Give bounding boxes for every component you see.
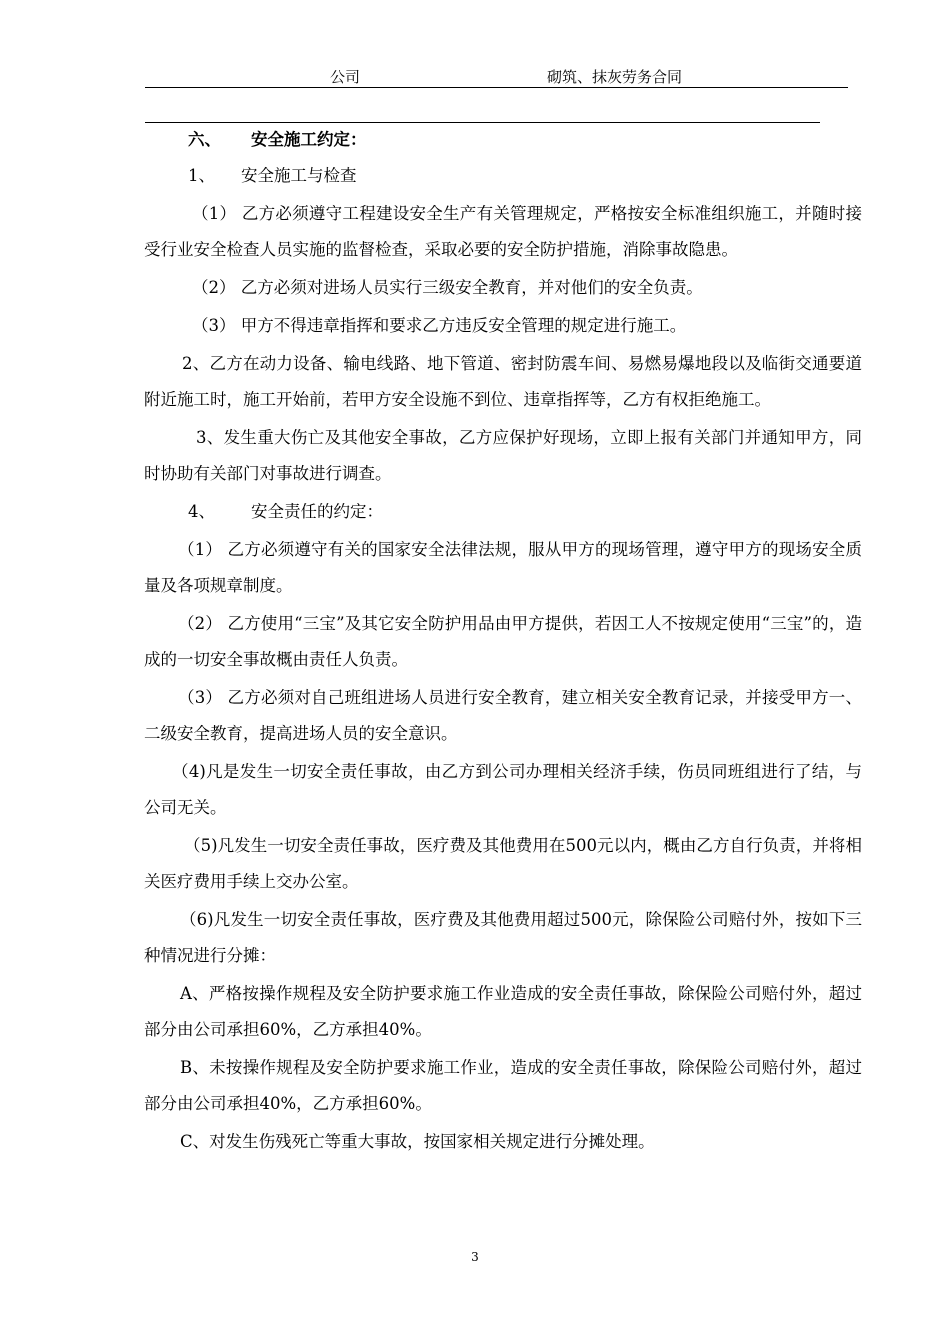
- section-number: 六、: [188, 130, 221, 149]
- subsection-number-1: 1、: [188, 166, 215, 185]
- clause-2: 2、乙方在动力设备、输电线路、地下管道、密封防震车间、易燃易爆地段以及临街交通要道附近施工时，施工开始前，若甲方安全设施不到位、违章指挥等，乙方有权拒绝施工。: [144, 354, 862, 409]
- section-heading: [144, 122, 862, 158]
- document-body: [144, 122, 862, 1160]
- clause-4-1: （1） 乙方必须遵守有关的国家安全法律法规，服从甲方的现场管理，遵守甲方的现场安全质量及各项规章制度。: [144, 540, 862, 595]
- clause-4-5: （5)凡发生一切安全责任事故，医疗费及其他费用在500元以内，概由乙方自行负责，并将相关医疗费用手续上交办公室。: [144, 836, 862, 891]
- clause-a: A、严格按操作规程及安全防护要求施工作业造成的安全责任事故，除保险公司赔付外，超过部分由公司承担60%，乙方承担40%。: [144, 984, 862, 1039]
- clause-c: C、对发生伤残死亡等重大事故，按国家相关规定进行分摊处理。: [180, 1132, 655, 1151]
- subsection-title-1: 安全施工与检查: [241, 166, 357, 185]
- clause-3: 3、发生重大伤亡及其他安全事故，乙方应保护好现场，立即上报有关部门并通知甲方，同时协助有关部门对事故进行调查。: [144, 428, 862, 483]
- header-rule: [145, 87, 848, 88]
- clause-4-6: （6)凡发生一切安全责任事故，医疗费及其他费用超过500元，除保险公司赔付外，按如下三种情况进行分摊：: [144, 910, 862, 965]
- subsection-heading-4: [144, 494, 862, 530]
- clause-1-3: （3） 甲方不得违章指挥和要求乙方违反安全管理的规定进行施工。: [192, 316, 687, 335]
- clause-1-1: （1） 乙方必须遵守工程建设安全生产有关管理规定，严格按安全标准组织施工，并随时接受行业安全检查人员实施的监督检查，采取必要的安全防护措施，消除事故隐患。: [144, 204, 862, 259]
- clause-1-2: （2） 乙方必须对进场人员实行三级安全教育，并对他们的安全负责。: [192, 278, 703, 297]
- section-title: 安全施工约定：: [251, 130, 367, 149]
- clause-4-3: （3） 乙方必须对自己班组进场人员进行安全教育，建立相关安全教育记录，并接受甲方一、二级安全教育，提高进场人员的安全意识。: [144, 688, 862, 743]
- subsection-heading-1: [144, 158, 862, 194]
- subsection-title-4: 安全责任的约定：: [251, 502, 383, 521]
- subsection-number-4: 4、: [188, 502, 215, 521]
- page-number: 3: [471, 1250, 479, 1264]
- header-title: 砌筑、抹灰劳务合同: [547, 68, 683, 86]
- header-company: 公司: [330, 68, 361, 86]
- clause-4-2: （2） 乙方使用“三宝”及其它安全防护用品由甲方提供，若因工人不按规定使用“三宝”的，造成的一切安全事故概由责任人负责。: [144, 614, 862, 669]
- clause-b: B、未按操作规程及安全防护要求施工作业，造成的安全责任事故，除保险公司赔付外，超过部分由公司承担40%，乙方承担60%。: [144, 1058, 862, 1113]
- clause-4-4: （4)凡是发生一切安全责任事故，由乙方到公司办理相关经济手续，伤员同班组进行了结，与公司无关。: [144, 762, 862, 817]
